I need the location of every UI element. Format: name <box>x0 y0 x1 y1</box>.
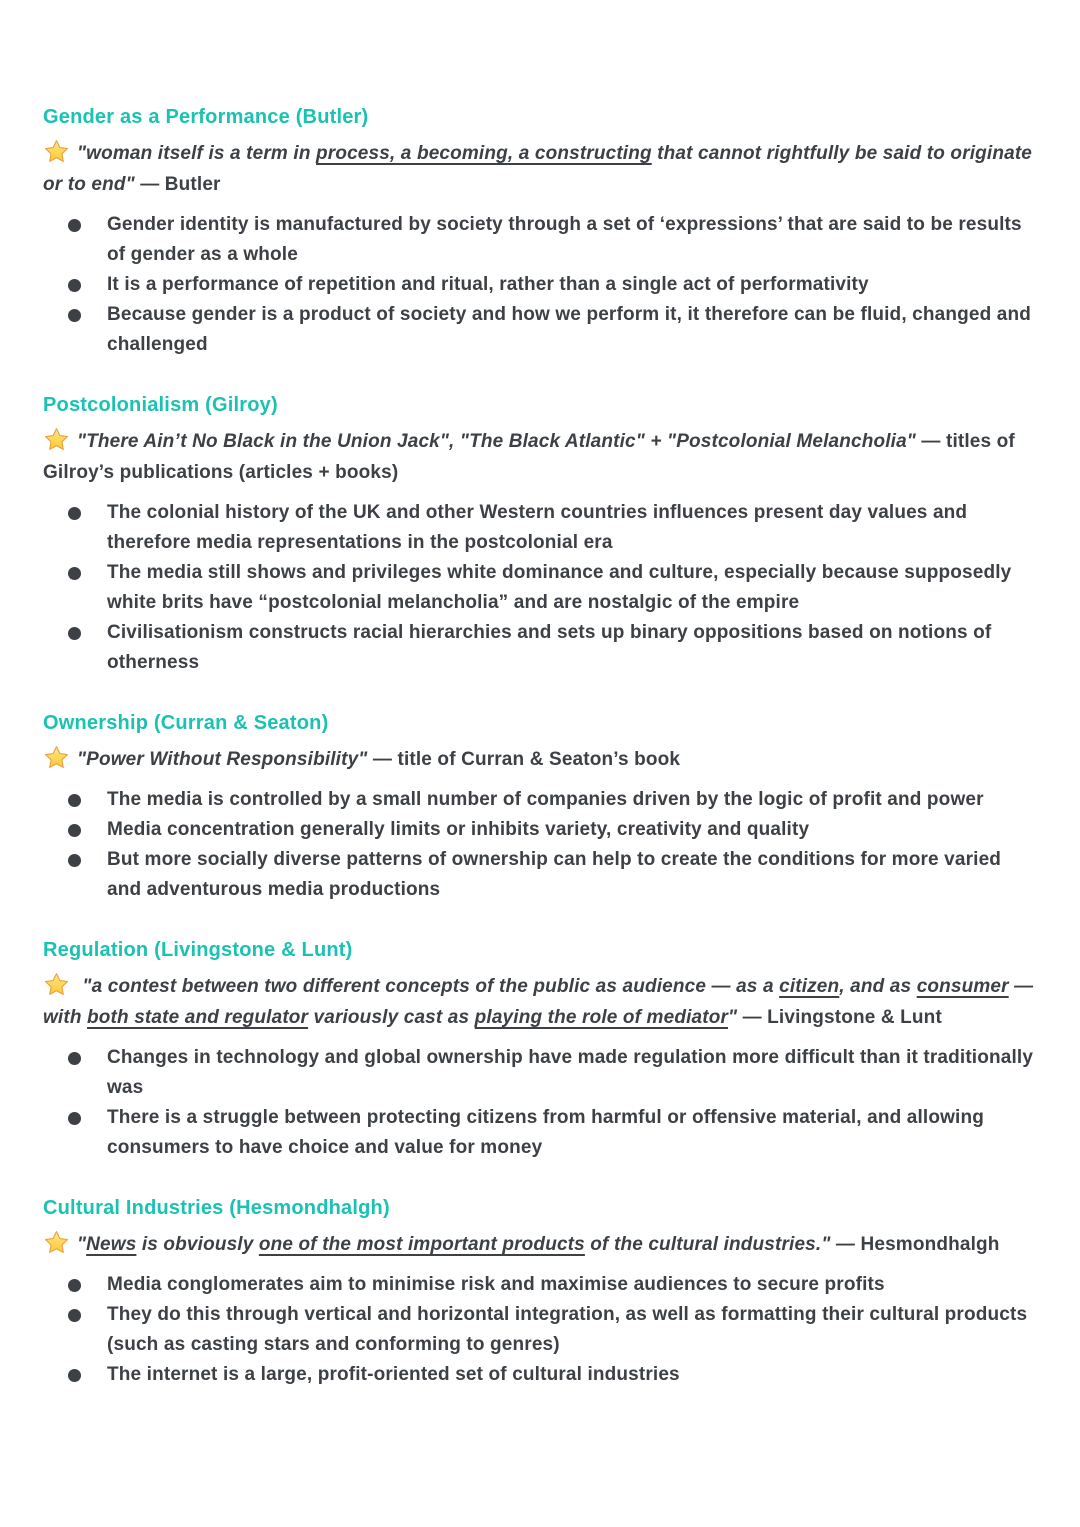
bullet-list <box>43 785 1038 905</box>
bullet-item <box>68 1300 1038 1360</box>
bullet-text: Media conglomerates aim to minimise risk and maximise audiences to secure profits <box>107 1274 885 1295</box>
section-quote <box>43 744 1038 775</box>
quote-segment: playing the role of mediator <box>474 1007 728 1028</box>
bullet-icon <box>68 507 81 520</box>
quote-segment: — with <box>43 976 1034 1028</box>
bullet-icon <box>68 824 81 837</box>
bullet-icon <box>68 1112 81 1125</box>
bullet-list <box>43 498 1038 678</box>
star-icon <box>43 139 70 164</box>
section-heading: Ownership (Curran & Seaton) <box>43 712 329 734</box>
bullet-text: Media concentration generally limits or inhibits variety, creativity and quality <box>107 819 810 840</box>
quote-text <box>77 1234 1000 1255</box>
bullet-icon <box>68 627 81 640</box>
quote-segment: "woman itself is a term in <box>77 143 317 164</box>
bullet-text: Civilisationism constructs racial hierarchies and sets up binary oppositions based on notions of otherness <box>107 622 992 673</box>
quote-segment: — Hesmondhalgh <box>830 1234 1000 1255</box>
quote-segment: of the cultural industries." <box>584 1234 831 1255</box>
quote-segment: consumer <box>916 976 1009 997</box>
note-section <box>43 712 1038 905</box>
star-icon <box>43 427 70 452</box>
quote-segment: variously cast as <box>308 1007 475 1028</box>
quote-segment: News <box>86 1234 137 1255</box>
quote-segment: " <box>728 1007 738 1028</box>
bullet-list <box>43 1270 1038 1390</box>
bullet-text: But more socially diverse patterns of ownership can help to create the conditions for more varied and adventurous media productions <box>107 849 1002 900</box>
bullet-icon <box>68 1279 81 1292</box>
note-section <box>43 106 1038 360</box>
bullet-item <box>68 300 1038 360</box>
bullet-text: It is a performance of repetition and ritual, rather than a single act of performativity <box>107 274 869 295</box>
note-section <box>43 939 1038 1163</box>
bullet-text: The internet is a large, profit-oriented set of cultural industries <box>107 1364 680 1385</box>
bullet-item <box>68 845 1038 905</box>
bullet-text: The media is controlled by a small number of companies driven by the logic of profit and power <box>107 789 984 810</box>
section-heading: Cultural Industries (Hesmondhalgh) <box>43 1197 390 1219</box>
bullet-item <box>68 785 1038 815</box>
bullet-icon <box>68 1309 81 1322</box>
bullet-icon <box>68 309 81 322</box>
quote-segment: "Power Without Responsibility" <box>77 749 368 770</box>
bullet-list <box>43 210 1038 360</box>
bullet-item <box>68 210 1038 270</box>
bullet-item <box>68 270 1038 300</box>
bullet-icon <box>68 567 81 580</box>
bullet-item <box>68 558 1038 618</box>
star-icon <box>43 972 70 997</box>
bullet-icon <box>68 854 81 867</box>
bullet-icon <box>68 219 81 232</box>
bullet-icon <box>68 1052 81 1065</box>
quote-segment: — Butler <box>134 174 221 195</box>
bullet-list <box>43 1043 1038 1163</box>
bullet-icon <box>68 794 81 807</box>
bullet-item <box>68 1043 1038 1103</box>
star-icon <box>43 1230 70 1255</box>
bullet-item <box>68 1360 1038 1390</box>
quote-segment: citizen <box>779 976 840 997</box>
section-quote <box>43 1229 1038 1260</box>
bullet-icon <box>68 1369 81 1382</box>
quote-text <box>43 143 1032 195</box>
bullet-item <box>68 1103 1038 1163</box>
note-section <box>43 1197 1038 1390</box>
bullet-icon <box>68 279 81 292</box>
quote-segment: is obviously <box>136 1234 259 1255</box>
section-quote <box>43 426 1038 488</box>
quote-segment: " <box>77 1234 87 1255</box>
sections-container <box>43 106 1038 1390</box>
quote-segment: process, a becoming, a constructing <box>316 143 652 164</box>
bullet-text: Because gender is a product of society and how we perform it, it therefore can be fluid, changed and challenged <box>107 304 1032 355</box>
bullet-item <box>68 498 1038 558</box>
bullet-item <box>68 1270 1038 1300</box>
quote-segment: — title of Curran & Seaton’s book <box>367 749 681 770</box>
quote-text <box>77 749 680 770</box>
note-section <box>43 394 1038 678</box>
bullet-text: Changes in technology and global ownership have made regulation more difficult than it traditionally was <box>107 1047 1034 1098</box>
section-heading: Regulation (Livingstone & Lunt) <box>43 939 353 961</box>
bullet-text: There is a struggle between protecting citizens from harmful or offensive material, and allowing consumers to have choice and value for money <box>107 1107 984 1158</box>
quote-segment: — Livingstone & Lunt <box>737 1007 942 1028</box>
bullet-text: The colonial history of the UK and other Western countries influences present day values and therefore media representations in the postcolonial era <box>107 502 968 553</box>
quote-text <box>43 976 1033 1028</box>
bullet-text: Gender identity is manufactured by society through a set of ‘expressions’ that are said to be results of gender as a whole <box>107 214 1022 265</box>
quote-segment: — titles of Gilroy’s publications (articles + books) <box>43 431 1015 483</box>
section-quote <box>43 138 1038 200</box>
quote-segment: "a contest between two different concepts of the public as audience — as a <box>77 976 780 997</box>
quote-segment: both state and regulator <box>87 1007 309 1028</box>
bullet-text: The media still shows and privileges white dominance and culture, especially because supposedly white brits have “postcolonial melancholia” and are nostalgic of the empire <box>107 562 1012 613</box>
section-heading: Postcolonialism (Gilroy) <box>43 394 278 416</box>
quote-segment: , and as <box>839 976 917 997</box>
bullet-item <box>68 618 1038 678</box>
quote-segment: that cannot rightfully be said to originate or to end" <box>43 143 1033 195</box>
bullet-item <box>68 815 1038 845</box>
quote-segment: one of the most important products <box>258 1234 585 1255</box>
quote-segment: "There Ain’t No Black in the Union Jack", "The Black Atlantic" + "Postcolonial Melancholia" <box>77 431 916 452</box>
section-quote <box>43 971 1038 1033</box>
bullet-text: They do this through vertical and horizontal integration, as well as formatting their cultural products (such as casting stars and conforming to genres) <box>107 1304 1028 1355</box>
section-heading: Gender as a Performance (Butler) <box>43 106 369 128</box>
quote-text <box>43 431 1015 483</box>
star-icon <box>43 745 70 770</box>
